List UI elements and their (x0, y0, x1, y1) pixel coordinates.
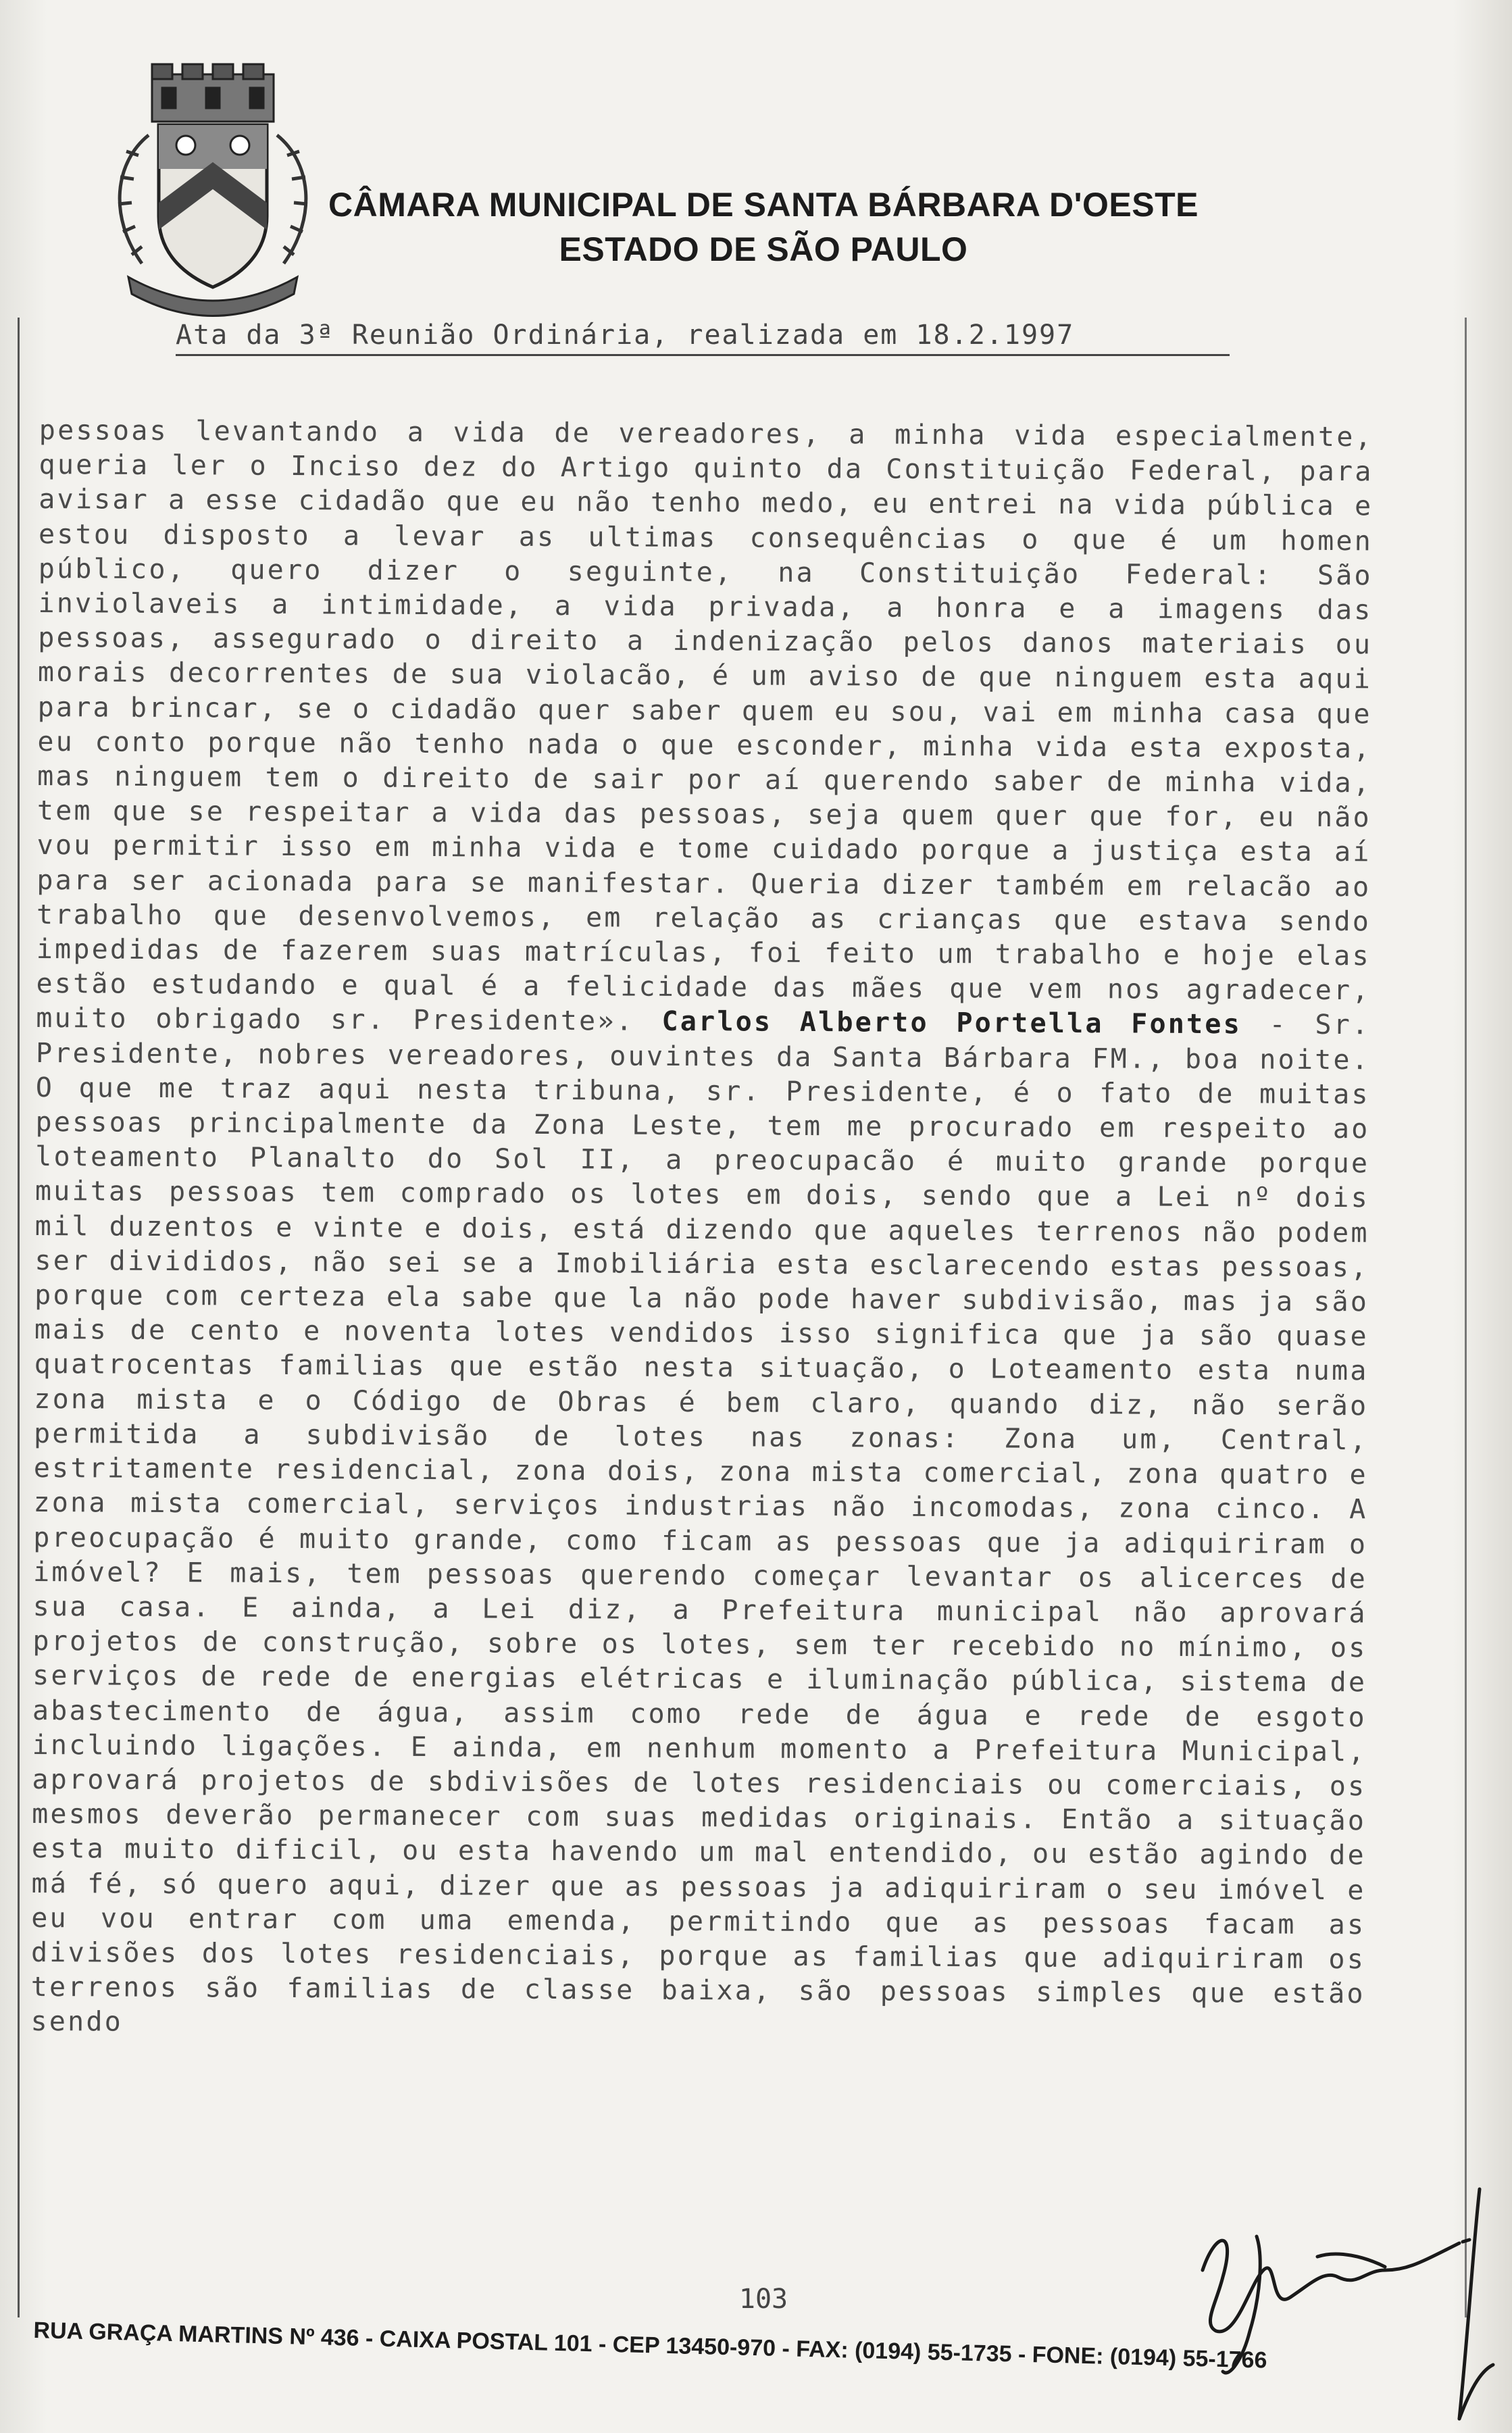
minutes-text-part1: pessoas levantando a vida de vereadores, a minha vida especialmente, queria ler o Inciso dez do Artigo quinto da Constituição Federal, para avisar a esse cidadão que eu não tenho medo, eu entrei na vida pública e estou disposto a levar as ultimas consequências o que é um homen público, quero dizer o seguinte, na Constituição Federal: São inviolaveis a intimidade, a vida privada, a honra e a imagens das pessoas, assegurado o direito a indenização pelos danos materiais ou morais decorrentes de sua violacão, é um aviso de que ninguem esta aqui para brincar, se o cidadão quer saber quem eu sou, vai em minha casa que eu conto porque não tenho nada o que esconder, minha vida esta exposta, mas ninguem tem o direito de sair por aí querendo saber de minha vida, tem que se respeitar a vida das pessoas, seja quem quer que for, eu não vou permitir isso em minha vida e tome cuidado porque a justiça esta aí para ser acionada para se manifestar. Queria dizer também em relacão ao trabalho que desenvolvemos, em relação as crianças que estava sendo impedidas de fazerem suas matrículas, foi feito um trabalho e hoje elas estão estudando e qual é a felicidade das mães que vem nos agradecer, muito obrigado sr. Presidente». (36, 415, 1374, 1038)
state-name: ESTADO DE SÃO PAULO (559, 230, 968, 268)
speaker-name: Carlos Alberto Portella Fontes (661, 1006, 1242, 1040)
right-margin-rule (1465, 318, 1467, 2317)
minutes-text-part2: - Sr. Presidente, nobres vereadores, ouvintes da Santa Bárbara FM., boa noite. O que me traz aqui nesta tribuna, sr. Presidente, é o fato de muitas pessoas principalmente da Zona Leste, tem me procurado em respeito ao loteamento Planalto do Sol II, a preocupacão é muito grande porque muitas pessoas tem comprado os lotes em dois, sendo que a Lei nº dois mil duzentos e vinte e dois, está dizendo que aqueles terrenos não podem ser divididos, não sei se a Imobiliária esta esclarecendo estas pessoas, porque com certeza ela sabe que la não pode haver subdivisão, mas ja são mais de cento e noventa lotes vendidos isso significa que ja são quase quatrocentas familias que estão nesta situação, o Loteamento esta numa zona mista e o Código de Obras é bem claro, quando diz, não serão permitida a subdivisão de lotes nas zonas: Zona um, Central, estritamente residencial, zona dois, zona mista comercial, zona quatro e zona mista comercial, serviços industrias não incomodas, zona cinco. A preocupação é muito grande, como ficam as pessoas que ja adiquiriram o imóvel? E mais, tem pessoas querendo começar levantar os alicerces de sua casa. E ainda, a Lei diz, a Prefeitura municipal não aprovará projetos de construção, sobre os lotes, sem ter recebido no mínimo, os serviços de rede de energias elétricas e iluminação pública, sistema de abastecimento de água, assim como rede de água e rede de esgoto incluindo ligações. E ainda, em nenhum momento a Prefeitura Municipal, aprovará projetos de sbdivisões de lotes residenciais ou comerciais, os mesmos deverão permanecer com suas medidas originais. Então a situação esta muito dificil, ou esta havendo um mal entendido, ou estão agindo de má fé, só quero aqui, dizer que as pessoas ja adiquiriram o seu imóvel e eu vou entrar com uma emenda, permitindo que as pessoas facam as divisões dos lotes residenciais, porque as familias que adiquiriram os terrenos são familias de classe baixa, são pessoas simples que estão sendo (30, 1009, 1371, 2038)
meeting-minutes-title: Ata da 3ª Reunião Ordinária, realizada em 18.2.1997 (176, 318, 1230, 356)
footer-address: RUA GRAÇA MARTINS Nº 436 - CAIXA POSTAL 101 - CEP 13450-970 - FAX: (0194) 55-1735 - FONE: (0194) 55-1766 (33, 2317, 1267, 2374)
handwritten-signature-icon (1162, 2169, 1500, 2426)
left-margin-rule (18, 318, 20, 2317)
institution-name: CÂMARA MUNICIPAL DE SANTA BÁRBARA D'OESTE (328, 186, 1199, 224)
document-header (324, 182, 1203, 272)
minutes-body-text (30, 413, 1374, 2047)
page-number: 103 (738, 2284, 788, 2315)
coat-of-arms-icon (101, 61, 324, 318)
